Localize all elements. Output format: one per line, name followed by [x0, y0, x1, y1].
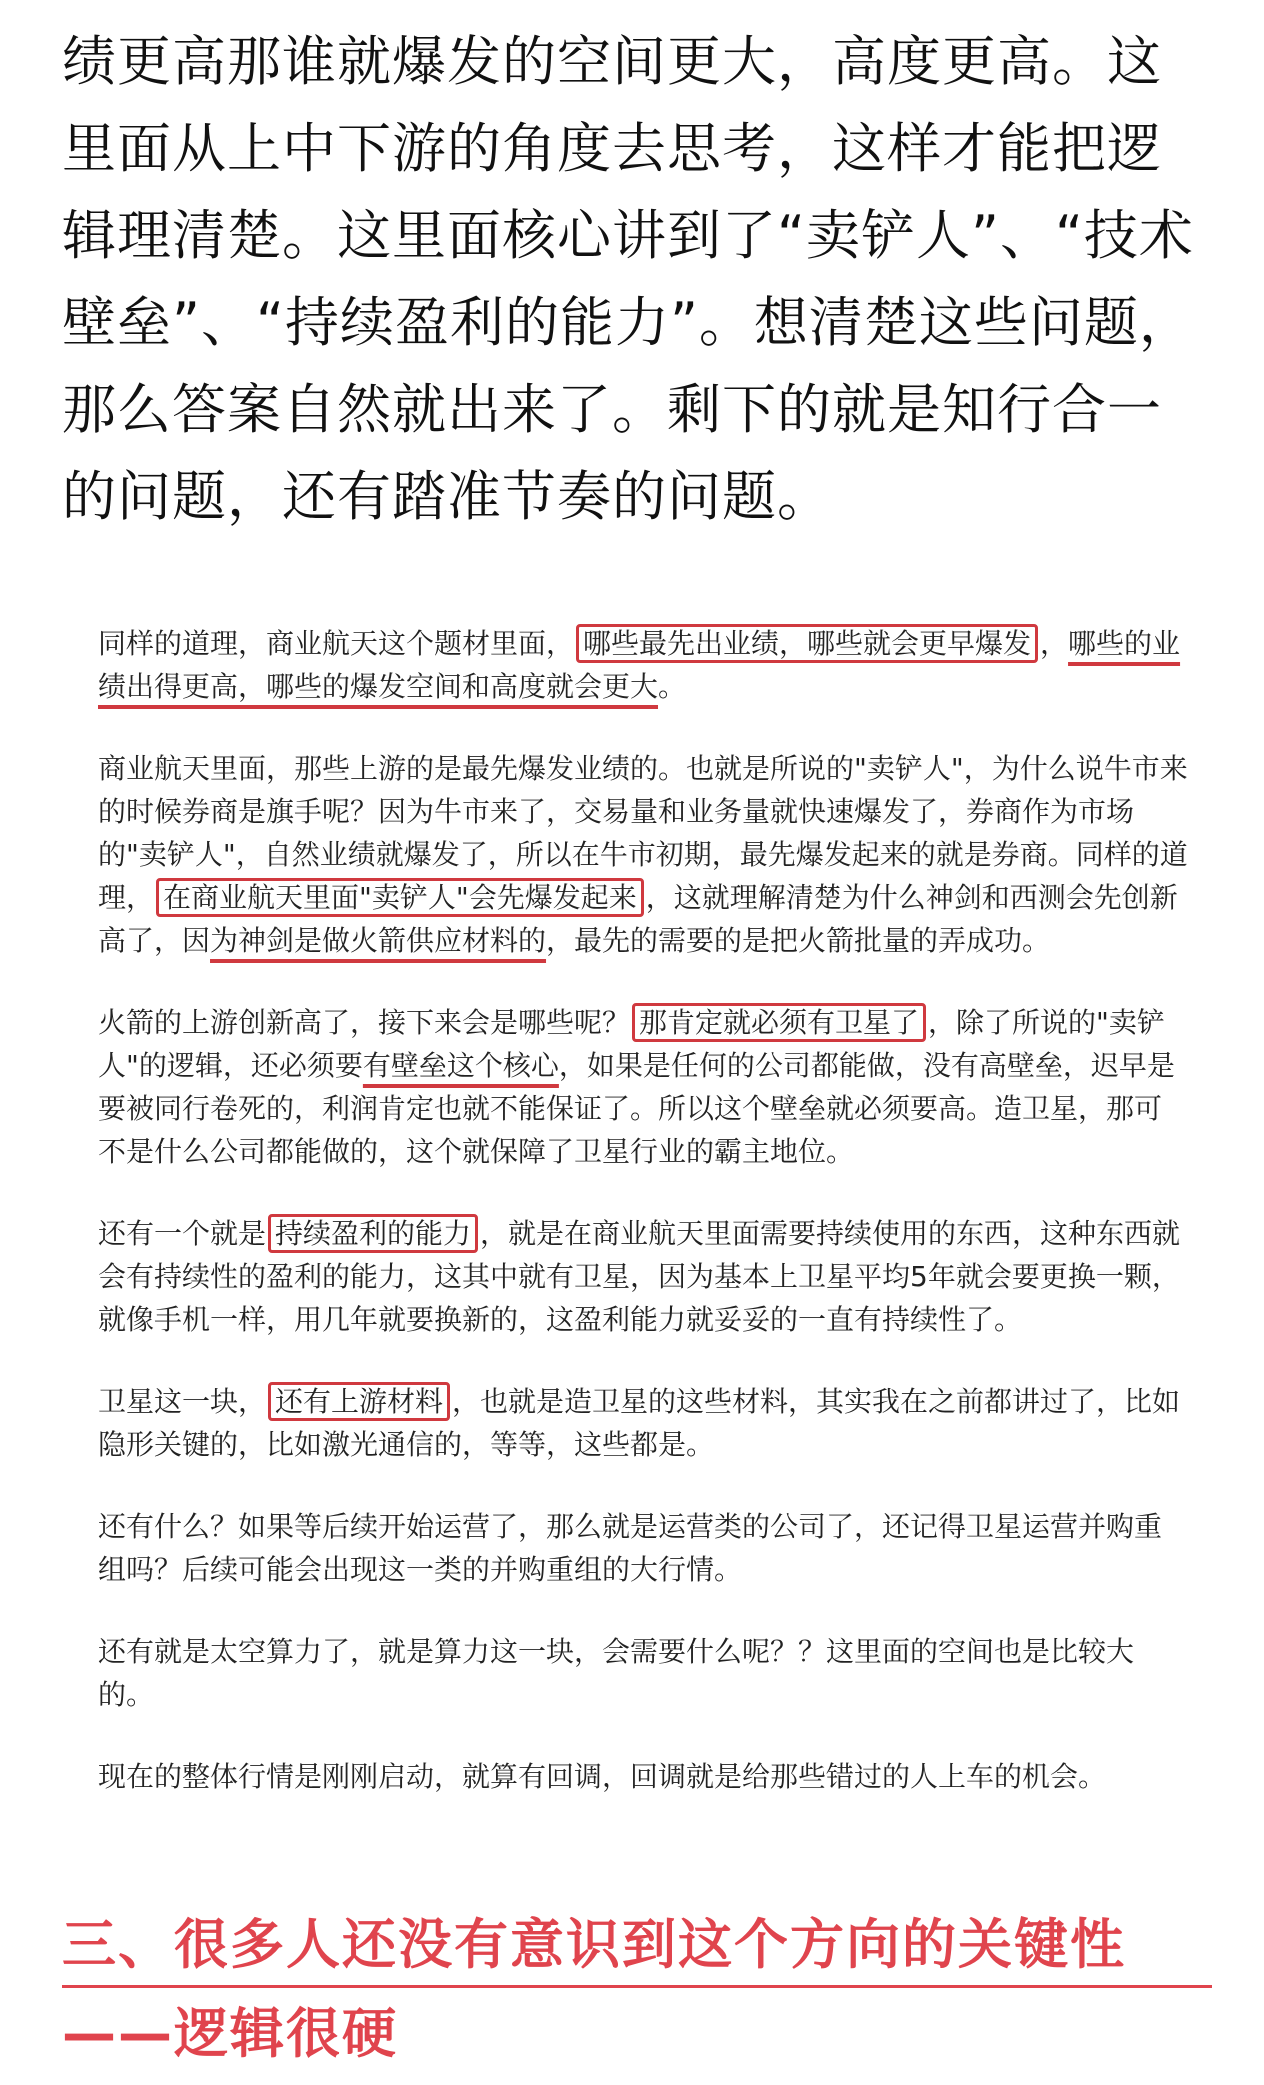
- heading-divider: [62, 1985, 1212, 1988]
- section-heading: [62, 1905, 1212, 2074]
- red-underline-highlight: 有壁垒这个核心: [362, 1049, 559, 1082]
- quote-paragraph-6: 还有什么？如果等后续开始运营了，那么就是运营类的公司了，还记得卫星运营并购重组吗？后续可能会出现这一类的并购重组的大行情。: [98, 1510, 1163, 1586]
- intro-text: [62, 18, 1212, 540]
- text-run: ，如果是任何的公司都能做，没有高壁垒，迟早是要被同行卷死的，利润肯定也就不能保证了。所以这个壁垒就必须要高。造卫星，那可不是什么公司都能做的，这个就保障了卫星行业的霸主地位。: [98, 1049, 1175, 1168]
- red-box-highlight: 在商业航天里面"卖铲人"会先爆发起来: [156, 878, 644, 917]
- red-box-highlight: 还有上游材料: [268, 1382, 450, 1421]
- text-run: 火箭的上游创新高了，接下来会是哪些呢？: [98, 1006, 631, 1039]
- quote-paragraph-7: 还有就是太空算力了，就是算力这一块，会需要什么呢？？这里面的空间也是比较大的。: [98, 1635, 1135, 1711]
- text-run: ，就是在商业航天里面需要持续使用的东西，这种东西就会有持续性的盈利的能力，这其中就有卫星，因为基本上卫星平均5年就会要更换一颗，就像手机一样，用几年就要换新的，这盈利能力就妥妥的一直有持续性了。: [98, 1217, 1181, 1336]
- quote-paragraph-5: [98, 1380, 1188, 1466]
- text-run: ，这就理解清楚为什么神剑和西测会先创新高了，因: [98, 881, 1178, 957]
- quote-paragraph-1: [98, 622, 1188, 708]
- red-underline-highlight: 哪些的业绩出得更高，哪些的爆发空间和高度就会更大: [98, 627, 1181, 703]
- quote-paragraph-4: [98, 1212, 1188, 1341]
- text-run: ，除了所说的"卖铲人"的逻辑，还必须要: [98, 1006, 1165, 1082]
- text-run: ，也就是造卫星的这些材料，其实我在之前都讲过了，比如隐形关键的，比如激光通信的，等等，这些都是。: [98, 1385, 1181, 1461]
- red-underline-highlight: 为神剑是做火箭供应材料的: [210, 924, 547, 957]
- text-run: 还有一个就是: [98, 1217, 267, 1250]
- text-run: ，最先的需要的是把火箭批量的弄成功。: [546, 924, 1051, 957]
- text-run: 卫星这一块，: [98, 1385, 267, 1418]
- text-run: 。: [658, 670, 687, 703]
- quoted-screenshot: [98, 622, 1188, 1837]
- red-box-highlight: 哪些最先出业绩，哪些就会更早爆发: [576, 624, 1038, 663]
- text-run: ，: [1040, 627, 1069, 660]
- quote-paragraph-2: [98, 747, 1188, 962]
- heading-line-2: ——逻辑很硬: [62, 2002, 398, 2065]
- quote-paragraph-3: [98, 1001, 1188, 1173]
- text-run: 商业航天里面，那些上游的是最先爆发业绩的。也就是所说的"卖铲人"，为什么说牛市来的时候券商是旗手呢？因为牛市来了，交易量和业务量就快速爆发了，券商作为市场的"卖铲人"，自然业绩就爆发了，所以在牛市初期，最先爆发起来的就是券商。同样的道理，: [98, 752, 1188, 914]
- red-box-highlight: 那肯定就必须有卫星了: [632, 1003, 926, 1042]
- intro-paragraph: 绩更高那谁就爆发的空间更大，高度更高。这里面从上中下游的角度去思考，这样才能把逻辑理清楚。这里面核心讲到了“卖铲人”、“技术壁垒”、“持续盈利的能力”。想清楚这些问题，那么答案自然就出来了。剩下的就是知行合一的问题，还有踏准节奏的问题。: [62, 30, 1194, 528]
- red-box-highlight: 持续盈利的能力: [268, 1214, 478, 1253]
- text-run: 同样的道理，商业航天这个题材里面，: [98, 627, 575, 660]
- quote-paragraph-8: 现在的整体行情是刚刚启动，就算有回调，回调就是给那些错过的人上车的机会。: [98, 1760, 1107, 1793]
- heading-line-1: 三、很多人还没有意识到这个方向的关键性: [62, 1913, 1126, 1976]
